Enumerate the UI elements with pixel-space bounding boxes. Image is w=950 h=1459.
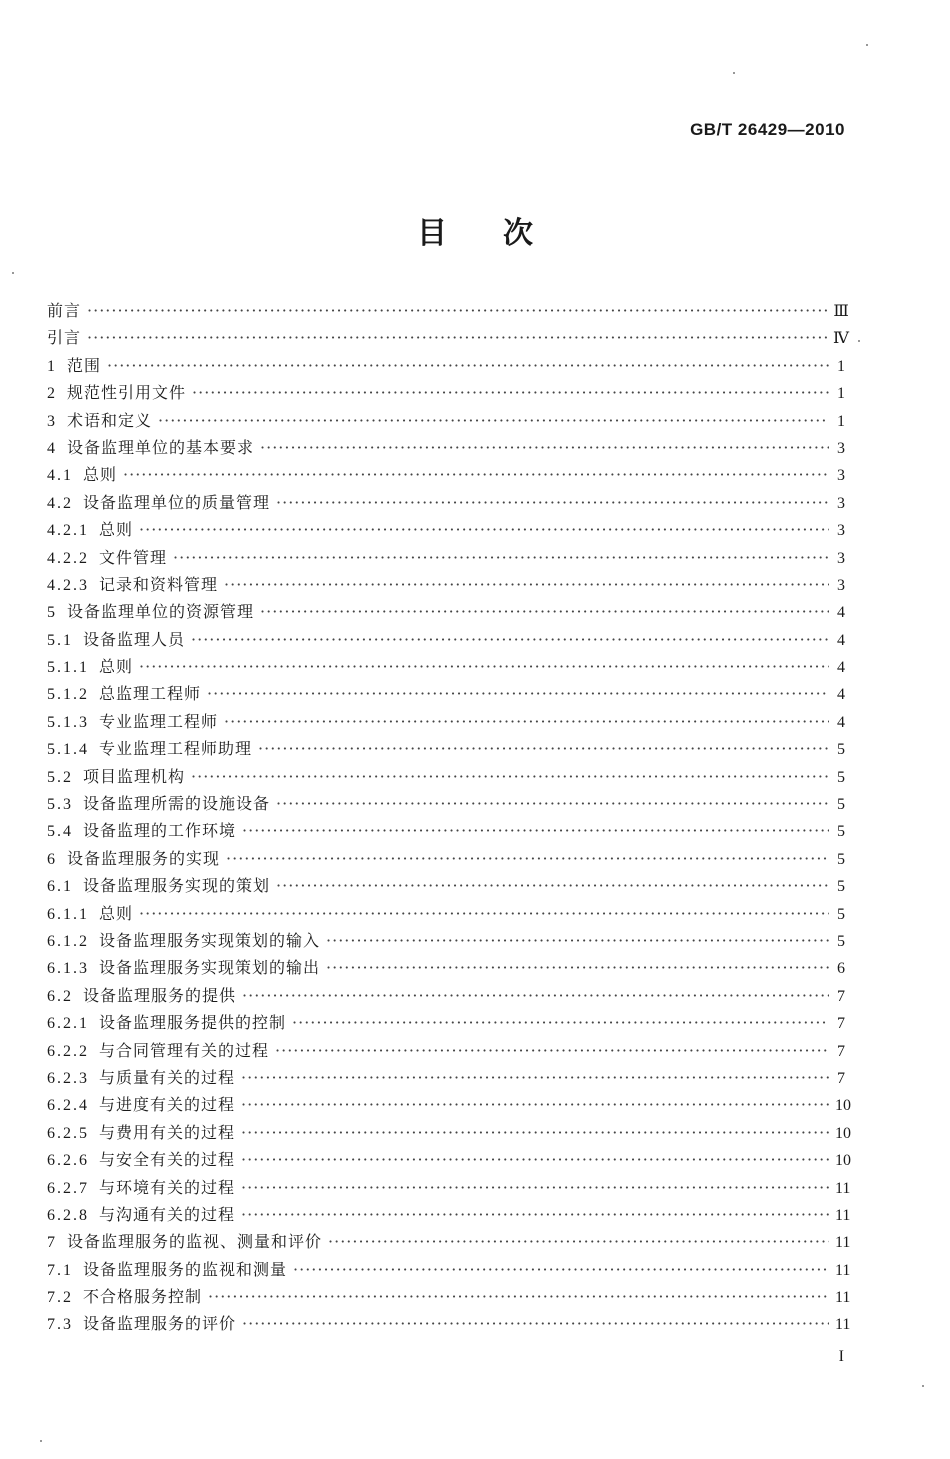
- toc-entry-number: 4.2.3: [47, 576, 89, 594]
- dot-leader: [226, 849, 829, 868]
- toc-entry: [47, 435, 845, 462]
- toc-entry-title: 设备监理服务实现策划的输出: [99, 958, 321, 978]
- toc-entry-title: 设备监理单位的基本要求: [67, 437, 255, 457]
- toc-entry-title: 设备监理服务实现的策划: [83, 876, 271, 896]
- toc-entry: [47, 709, 845, 736]
- toc-entry-number: 6.2.2: [47, 1042, 89, 1060]
- dot-leader: [107, 356, 829, 375]
- toc-entry: [47, 1092, 851, 1119]
- toc-entry: [47, 298, 849, 325]
- toc-entry-number: 6.2.5: [47, 1124, 89, 1142]
- toc-entry: [47, 1010, 845, 1037]
- toc-entry-number: 5.4: [47, 823, 73, 841]
- toc-entry: [47, 901, 845, 928]
- toc-entry: [47, 1284, 851, 1311]
- toc-entry: [47, 517, 845, 544]
- toc-entry-title: 设备监理服务的监视和测量: [83, 1259, 288, 1279]
- toc-entry-page: 3: [837, 549, 845, 567]
- toc-entry-page: Ⅲ: [833, 303, 849, 320]
- toc-entry: [47, 380, 845, 407]
- dot-leader: [276, 876, 829, 895]
- toc-entry-page: 3: [837, 522, 845, 540]
- toc-entry-number: 6.2.7: [47, 1179, 89, 1197]
- page-number: I: [838, 1348, 844, 1365]
- toc-entry-title: 术语和定义: [67, 410, 153, 430]
- dot-leader: [260, 602, 829, 621]
- toc-entry: [47, 599, 845, 626]
- toc-entry-page: 11: [835, 1206, 851, 1224]
- toc-entry-title: 文件管理: [99, 547, 168, 567]
- toc-entry: [47, 928, 845, 955]
- dot-leader: [192, 383, 829, 402]
- toc-entry: [47, 462, 845, 489]
- toc-entry-page: 1: [837, 385, 845, 403]
- toc-entry-title: 设备监理人员: [83, 629, 186, 649]
- scan-speck: [40, 1440, 42, 1442]
- toc-entry-page: 6: [837, 960, 845, 978]
- toc-entry-number: 6.1.3: [47, 960, 89, 978]
- toc-entry: [47, 572, 845, 599]
- toc-entry-title: 设备监理服务提供的控制: [99, 1013, 287, 1033]
- dot-leader: [208, 1287, 829, 1306]
- toc-entry-page: 3: [837, 576, 845, 594]
- dot-leader: [275, 1041, 829, 1060]
- toc-entry-page: 5: [837, 850, 845, 868]
- dot-leader: [241, 1068, 829, 1087]
- toc-entry-title: 设备监理所需的设施设备: [83, 794, 271, 814]
- toc-entry-title: 引言: [47, 328, 82, 348]
- toc-entry-number: 6.2.1: [47, 1015, 89, 1033]
- dot-leader: [258, 739, 829, 758]
- toc-entry-title: 设备监理服务实现策划的输入: [99, 930, 321, 950]
- toc-entry-page: 5: [837, 932, 845, 950]
- toc-entry-number: 5.1.3: [47, 713, 89, 731]
- dot-leader: [123, 465, 829, 484]
- toc-entry: [47, 983, 845, 1010]
- toc-entry-number: 6.1.2: [47, 932, 89, 950]
- toc-entry-number: 6.1: [47, 878, 73, 896]
- toc-entry-page: 4: [837, 631, 845, 649]
- toc-entry-title: 总则: [99, 520, 134, 540]
- toc-entry-page: 10: [835, 1152, 851, 1170]
- toc-entry-page: 5: [837, 768, 845, 786]
- dot-leader: [139, 904, 829, 923]
- toc-entry-title: 总则: [99, 903, 134, 923]
- toc-entry-page: 10: [835, 1097, 851, 1115]
- toc-entry-page: 7: [837, 987, 845, 1005]
- toc-entry-number: 3: [47, 412, 57, 430]
- toc-entry-title: 项目监理机构: [83, 766, 186, 786]
- toc-entry-page: 11: [835, 1234, 851, 1252]
- toc-entry-number: 4.2.2: [47, 549, 89, 567]
- scan-speck: [858, 340, 860, 342]
- toc-entry: [47, 325, 849, 352]
- dot-leader: [173, 548, 829, 567]
- dot-leader: [241, 1205, 829, 1224]
- toc-entry: [47, 545, 845, 572]
- toc-entry-title: 不合格服务控制: [83, 1287, 203, 1307]
- toc-entry-number: 6.2.6: [47, 1152, 89, 1170]
- toc-entry-number: 5.1.4: [47, 741, 89, 759]
- dot-leader: [191, 630, 829, 649]
- dot-leader: [242, 821, 829, 840]
- toc-entry: [47, 846, 845, 873]
- dot-leader: [326, 931, 829, 950]
- toc-entry-number: 5.3: [47, 796, 73, 814]
- toc-entry-number: 5.1: [47, 631, 73, 649]
- toc-entry-page: 5: [837, 823, 845, 841]
- toc-entry-title: 设备监理单位的质量管理: [83, 492, 271, 512]
- toc-entry-title: 设备监理服务的监视、测量和评价: [67, 1232, 323, 1252]
- toc-entry-title: 与费用有关的过程: [99, 1122, 236, 1142]
- dot-leader: [326, 958, 829, 977]
- toc-entry: [47, 791, 845, 818]
- toc-entry-page: 4: [837, 604, 845, 622]
- toc-entry-page: 3: [837, 494, 845, 512]
- dot-leader: [191, 767, 829, 786]
- toc-entry-title: 总监理工程师: [99, 684, 202, 704]
- dot-leader: [276, 493, 829, 512]
- toc-entry-number: 6: [47, 850, 57, 868]
- toc-entry: [47, 1202, 851, 1229]
- dot-leader: [241, 1178, 829, 1197]
- toc-entry-title: 与安全有关的过程: [99, 1150, 236, 1170]
- toc-entry-title: 设备监理服务的评价: [83, 1314, 237, 1334]
- toc-entry-page: 4: [837, 686, 845, 704]
- scan-speck: [733, 72, 735, 74]
- toc-entry-page: 11: [835, 1261, 851, 1279]
- toc-entry-page: 5: [837, 905, 845, 923]
- toc-entry-title: 与环境有关的过程: [99, 1177, 236, 1197]
- toc-entry: [47, 353, 845, 380]
- dot-leader: [241, 1095, 829, 1114]
- toc-entry: [47, 764, 845, 791]
- dot-leader: [276, 794, 829, 813]
- toc-entry-page: 7: [837, 1069, 845, 1087]
- toc-entry-number: 5.1.2: [47, 686, 89, 704]
- scan-speck: [922, 1385, 924, 1387]
- table-of-contents: [47, 298, 851, 1339]
- toc-entry-number: 2: [47, 385, 57, 403]
- toc-entry-page: 3: [837, 439, 845, 457]
- toc-entry-title: 前言: [47, 301, 82, 320]
- toc-entry: [47, 818, 845, 845]
- page-title: 目次: [417, 216, 589, 251]
- dot-leader: [241, 1123, 829, 1142]
- toc-entry: [47, 408, 845, 435]
- toc-entry: [47, 1229, 851, 1256]
- toc-entry-title: 总则: [99, 657, 134, 677]
- toc-entry-page: 11: [835, 1289, 851, 1307]
- toc-entry-number: 6.1.1: [47, 905, 89, 923]
- dot-leader: [224, 575, 829, 594]
- scan-speck: [866, 44, 868, 46]
- toc-entry: [47, 1257, 851, 1284]
- dot-leader: [139, 657, 829, 676]
- toc-entry-number: 5: [47, 604, 57, 622]
- standard-code: GB/T 26429—2010: [690, 120, 845, 139]
- toc-entry-page: 10: [835, 1124, 851, 1142]
- dot-leader: [328, 1232, 829, 1251]
- toc-entry-title: 规范性引用文件: [67, 383, 187, 403]
- toc-entry-title: 专业监理工程师: [99, 711, 219, 731]
- toc-entry-page: 5: [837, 878, 845, 896]
- toc-entry-title: 与质量有关的过程: [99, 1067, 236, 1087]
- dot-leader: [260, 438, 829, 457]
- toc-entry: [47, 627, 845, 654]
- toc-entry-number: 6.2.8: [47, 1206, 89, 1224]
- toc-entry: [47, 681, 845, 708]
- dot-leader: [207, 684, 829, 703]
- toc-entry: [47, 1120, 851, 1147]
- toc-entry-number: 7.1: [47, 1261, 73, 1279]
- toc-entry: [47, 736, 845, 763]
- toc-entry-number: 5.1.1: [47, 659, 89, 677]
- toc-entry-number: 6.2.3: [47, 1069, 89, 1087]
- toc-entry-page: 11: [835, 1316, 851, 1334]
- toc-entry-number: 1: [47, 357, 57, 375]
- toc-entry-title: 与沟通有关的过程: [99, 1204, 236, 1224]
- toc-entry: [47, 1175, 851, 1202]
- toc-entry-page: 11: [835, 1179, 851, 1197]
- toc-entry-page: 4: [837, 659, 845, 677]
- toc-entry-number: 4.2.1: [47, 522, 89, 540]
- dot-leader: [158, 411, 829, 430]
- dot-leader: [224, 712, 829, 731]
- toc-entry: [47, 1311, 851, 1338]
- toc-entry-page: 4: [837, 713, 845, 731]
- toc-entry-title: 设备监理服务的实现: [67, 848, 221, 868]
- toc-entry-page: 3: [837, 467, 845, 485]
- toc-entry-title: 范围: [67, 355, 102, 375]
- toc-entry-title: 总则: [83, 465, 118, 485]
- toc-entry: [47, 1065, 845, 1092]
- toc-entry-number: 6.2.4: [47, 1097, 89, 1115]
- toc-entry-number: 7.3: [47, 1316, 73, 1334]
- toc-entry-page: 1: [837, 412, 845, 430]
- toc-entry: [47, 1147, 851, 1174]
- toc-entry-number: 7.2: [47, 1289, 73, 1307]
- dot-leader: [87, 328, 827, 347]
- toc-entry-page: 7: [837, 1042, 845, 1060]
- scan-speck: [12, 272, 14, 274]
- dot-leader: [139, 520, 829, 539]
- toc-entry-page: 5: [837, 796, 845, 814]
- toc-entry-number: 4.2: [47, 494, 73, 512]
- dot-leader: [241, 1150, 829, 1169]
- toc-entry-title: 专业监理工程师助理: [99, 739, 253, 759]
- toc-entry-page: Ⅳ: [833, 330, 849, 348]
- dot-leader: [242, 1314, 829, 1333]
- toc-entry: [47, 1038, 845, 1065]
- toc-entry-number: 7: [47, 1234, 57, 1252]
- toc-entry-title: 设备监理的工作环境: [83, 821, 237, 841]
- dot-leader: [87, 301, 827, 320]
- toc-entry-title: 记录和资料管理: [99, 574, 219, 594]
- toc-entry-page: 7: [837, 1015, 845, 1033]
- toc-entry-number: 4.1: [47, 467, 73, 485]
- toc-entry-title: 设备监理单位的资源管理: [67, 602, 255, 622]
- toc-entry: [47, 955, 845, 982]
- dot-leader: [293, 1260, 829, 1279]
- toc-entry-page: 5: [837, 741, 845, 759]
- dot-leader: [242, 986, 829, 1005]
- toc-entry-title: 设备监理服务的提供: [83, 985, 237, 1005]
- dot-leader: [292, 1013, 829, 1032]
- toc-entry: [47, 873, 845, 900]
- toc-entry: [47, 654, 845, 681]
- toc-entry-title: 与合同管理有关的过程: [99, 1040, 270, 1060]
- toc-entry-title: 与进度有关的过程: [99, 1095, 236, 1115]
- toc-entry: [47, 490, 845, 517]
- toc-entry-number: 6.2: [47, 987, 73, 1005]
- toc-entry-number: 4: [47, 439, 57, 457]
- toc-entry-page: 1: [837, 357, 845, 375]
- toc-entry-number: 5.2: [47, 768, 73, 786]
